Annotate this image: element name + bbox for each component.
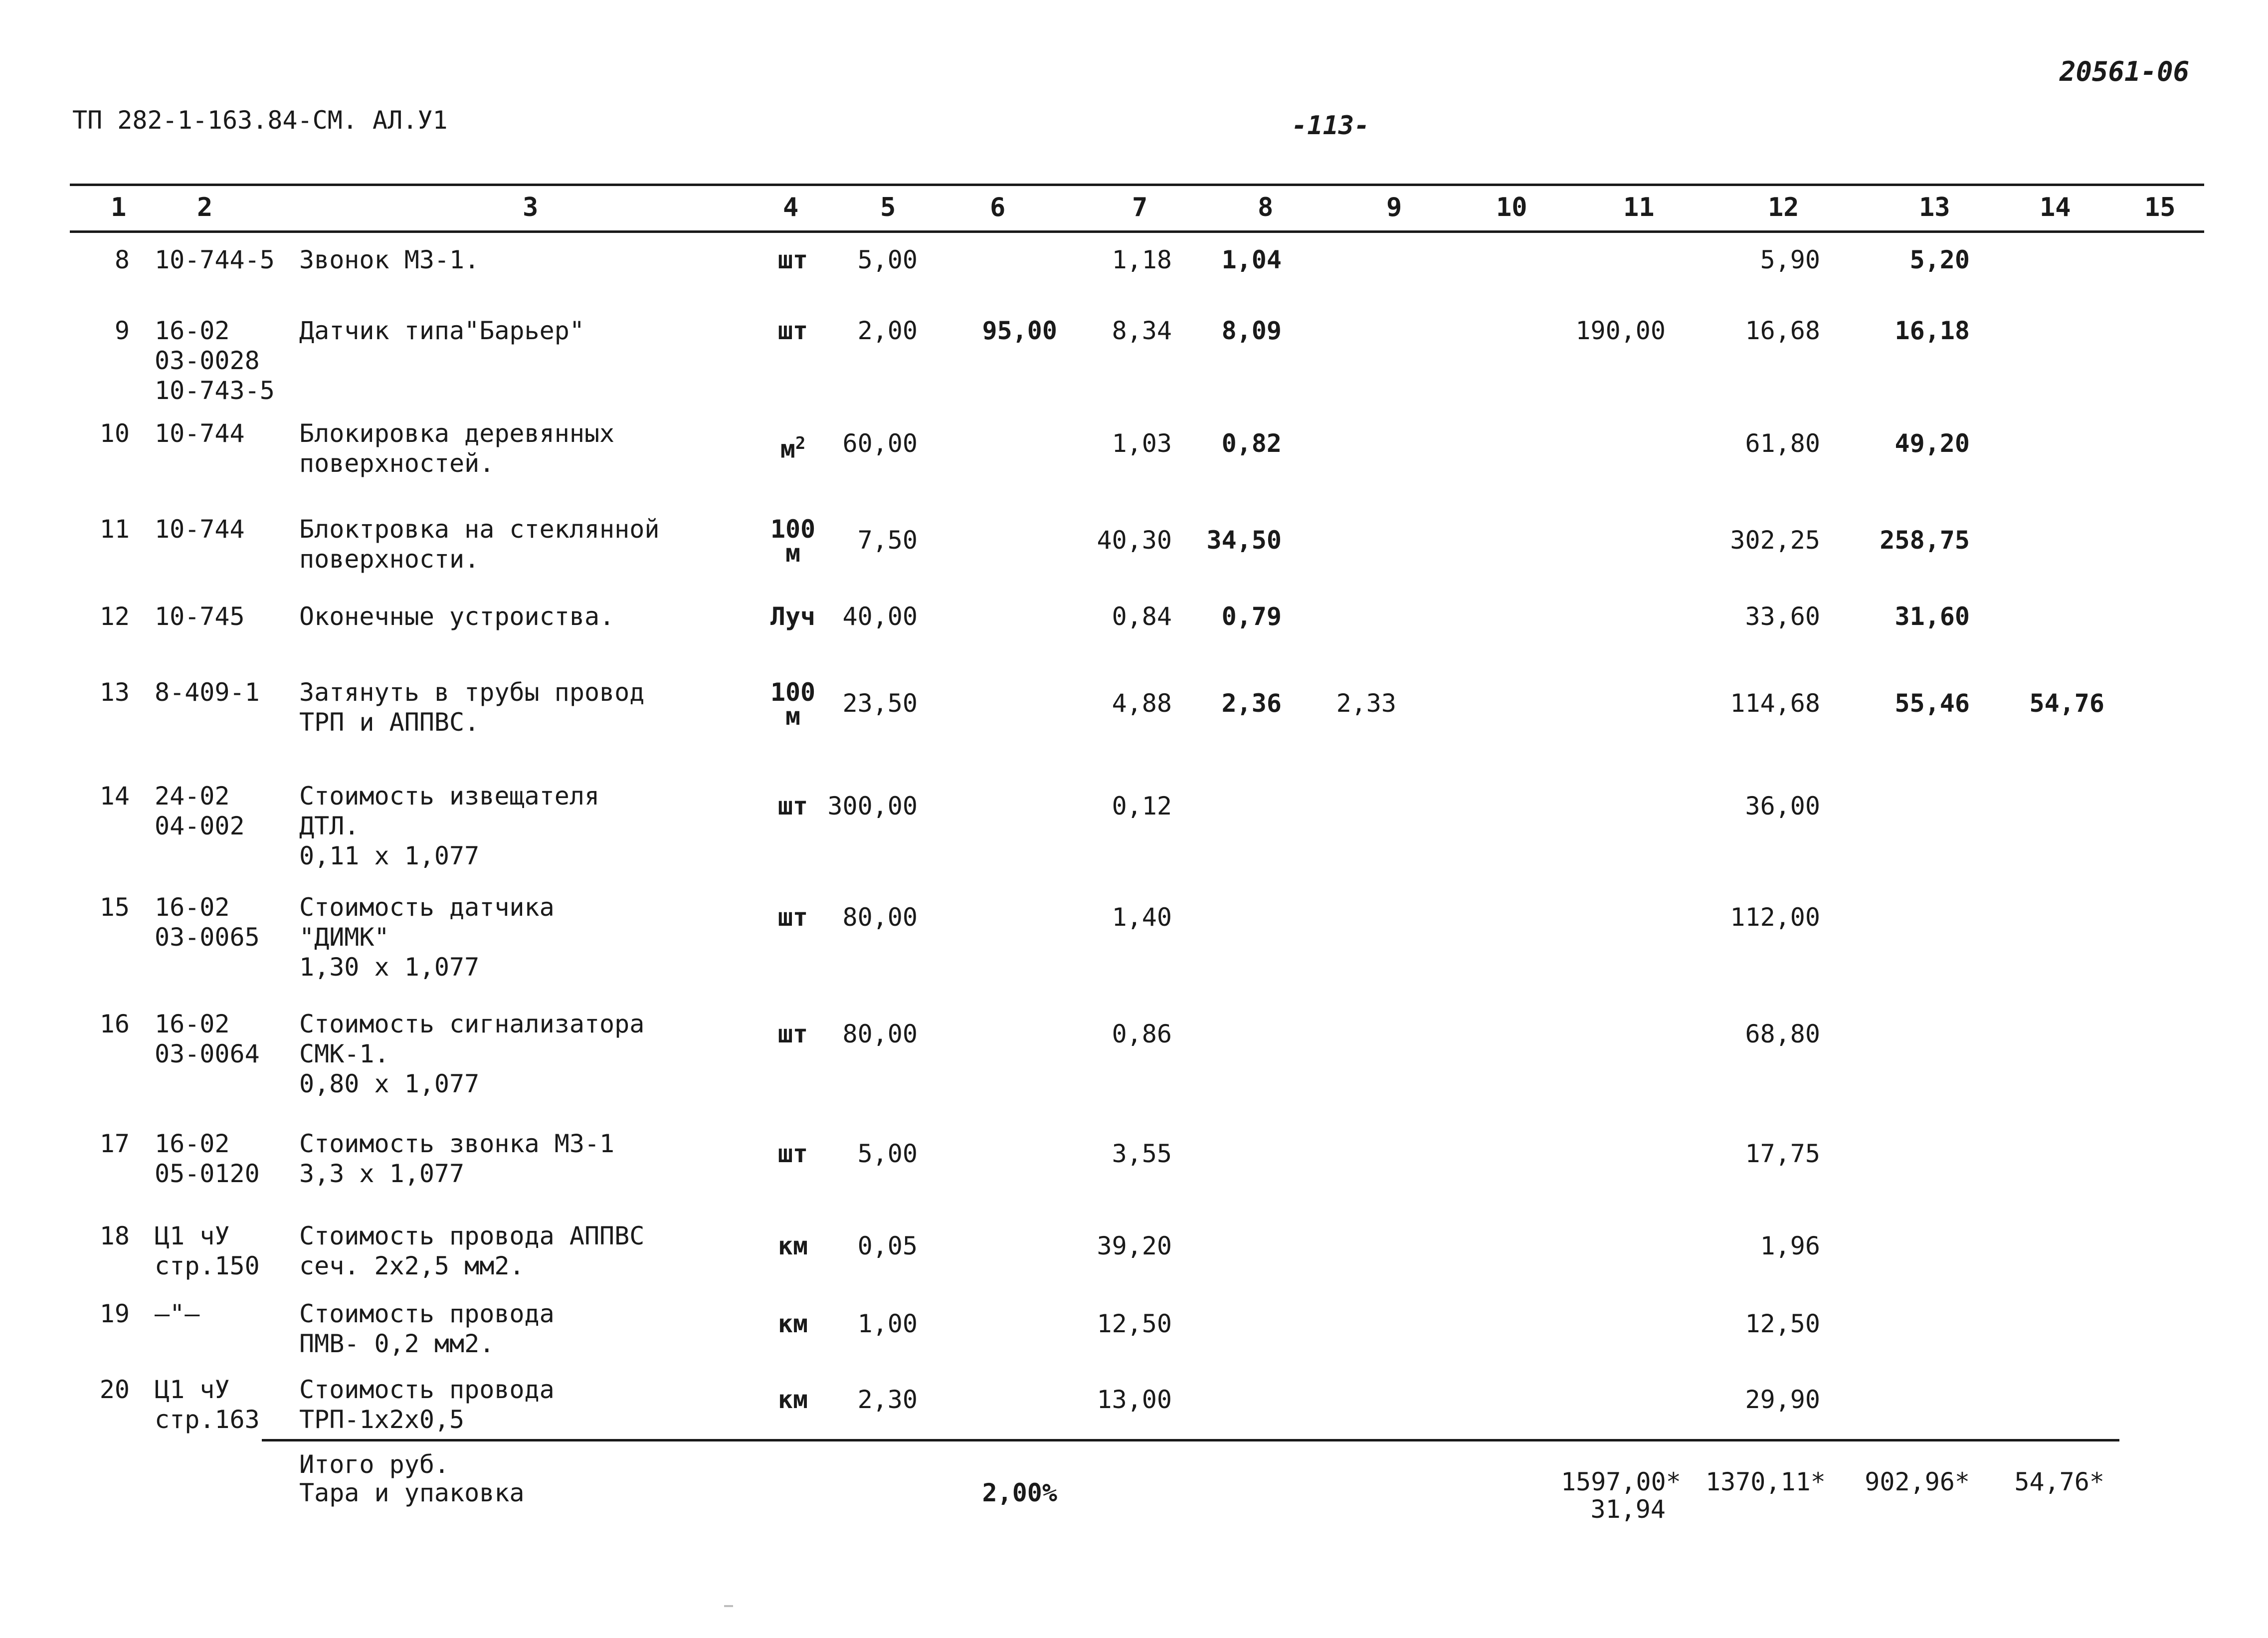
column-header-15: 15 xyxy=(2144,193,2176,222)
table-top-rule xyxy=(70,184,2204,186)
unit-label: шт xyxy=(777,316,808,345)
work-name-line: 3,3 х 1,077 xyxy=(299,1159,465,1188)
value-col-7: 1,18 xyxy=(1112,245,1172,274)
value-col-5: 0,05 xyxy=(857,1231,918,1260)
norm-code-line: 03-0065 xyxy=(155,923,260,952)
value-col-12: 36,00 xyxy=(1745,792,1820,820)
norm-code-line: Ц1 чУ xyxy=(155,1375,230,1404)
value-col-8: 8,09 xyxy=(1221,316,1282,345)
norm-code-line: 10-743-5 xyxy=(155,376,275,405)
value-col-6: 95,00 xyxy=(982,316,1057,345)
norm-code-line: 8-409-1 xyxy=(155,678,260,707)
work-name-line: 1,30 х 1,077 xyxy=(299,953,480,982)
work-name-line: Стоимость провода xyxy=(299,1299,555,1328)
column-header-12: 12 xyxy=(1768,193,1799,222)
value-col-7: 40,30 xyxy=(1097,526,1172,555)
value-col-12: 5,90 xyxy=(1760,245,1820,274)
value-col-5: 7,50 xyxy=(857,526,918,555)
value-col-12: 61,80 xyxy=(1745,429,1820,458)
column-header-2: 2 xyxy=(197,193,213,222)
value-col-7: 39,20 xyxy=(1097,1231,1172,1260)
value-col-7: 12,50 xyxy=(1097,1309,1172,1338)
column-header-3: 3 xyxy=(523,193,539,222)
norm-code-line: стр.150 xyxy=(155,1251,260,1280)
norm-code-line: 24-02 xyxy=(155,782,230,811)
value-col-8: 1,04 xyxy=(1221,245,1282,274)
totals-label: Итого руб. xyxy=(299,1450,450,1479)
column-header-13: 13 xyxy=(1919,193,1950,222)
unit-label: шт xyxy=(777,1139,808,1168)
value-col-12: 29,90 xyxy=(1745,1385,1820,1414)
value-col-5: 60,00 xyxy=(842,429,918,458)
value-col-5: 2,30 xyxy=(857,1385,918,1414)
value-col-7: 3,55 xyxy=(1112,1139,1172,1168)
column-header-6: 6 xyxy=(990,193,1006,222)
column-header-11: 11 xyxy=(1623,193,1655,222)
total-col-14: 54,76* xyxy=(2014,1467,2104,1496)
value-col-12: 12,50 xyxy=(1745,1309,1820,1338)
value-col-5: 5,00 xyxy=(857,245,918,274)
value-col-7: 0,84 xyxy=(1112,602,1172,631)
archive-stamp: 20561-06 xyxy=(2060,56,2190,87)
unit-label: 100 xyxy=(770,678,816,707)
norm-code-line: 16-02 xyxy=(155,316,230,345)
row-number: 11 xyxy=(99,515,130,544)
value-col-8: 34,50 xyxy=(1206,526,1282,555)
value-col-8: 0,79 xyxy=(1221,602,1282,631)
total-col-11: 1597,00* xyxy=(1561,1467,1681,1496)
unit-label: км xyxy=(777,1231,808,1260)
unit-label: Луч xyxy=(770,602,816,631)
work-name-line: поверхностей. xyxy=(299,449,495,478)
packaging-label: Тара и упаковка xyxy=(299,1478,525,1507)
row-number: 13 xyxy=(99,678,130,707)
value-col-5: 80,00 xyxy=(842,1020,918,1048)
value-col-12: 1,96 xyxy=(1760,1231,1820,1260)
column-header-4: 4 xyxy=(783,193,799,222)
value-col-13: 258,75 xyxy=(1880,526,1970,555)
page-number: -113- xyxy=(1292,111,1370,141)
value-col-5: 23,50 xyxy=(842,689,918,718)
column-header-7: 7 xyxy=(1132,193,1148,222)
value-col-7: 0,86 xyxy=(1112,1020,1172,1048)
packaging-col-11: 31,94 xyxy=(1590,1495,1666,1524)
unit-label: м xyxy=(780,434,795,464)
value-col-7: 4,88 xyxy=(1112,689,1172,718)
value-col-12: 114,68 xyxy=(1730,689,1820,718)
norm-code-line: 05-0120 xyxy=(155,1159,260,1188)
norm-code-line: 16-02 xyxy=(155,893,230,922)
value-col-5: 2,00 xyxy=(857,316,918,345)
value-col-9: 2,33 xyxy=(1336,689,1396,718)
row-number: 9 xyxy=(114,316,130,345)
work-name-line: 0,80 х 1,077 xyxy=(299,1069,480,1098)
norm-code-line: Ц1 чУ xyxy=(155,1222,230,1250)
row-number: 16 xyxy=(99,1010,130,1038)
work-name-line: 0,11 х 1,077 xyxy=(299,841,480,870)
work-name-line: Оконечные устроиства. xyxy=(299,602,615,631)
value-col-5: 80,00 xyxy=(842,903,918,932)
row-number: 15 xyxy=(99,893,130,922)
value-col-13: 31,60 xyxy=(1894,602,1970,631)
work-name-line: Стоимость провода АППВС xyxy=(299,1222,645,1250)
norm-code-line: стр.163 xyxy=(155,1405,260,1434)
work-name-line: Датчик типа"Барьер" xyxy=(299,316,584,345)
work-name-line: Блоктровка на стеклянной xyxy=(299,515,660,544)
unit-label: км xyxy=(777,1385,808,1414)
row-number: 20 xyxy=(99,1375,130,1404)
row-number: 17 xyxy=(99,1129,130,1158)
unit-label: 100 xyxy=(770,515,816,544)
totals-rule xyxy=(262,1439,2119,1441)
value-col-12: 68,80 xyxy=(1745,1020,1820,1048)
row-number: 10 xyxy=(99,419,130,448)
work-name-line: Звонок МЗ-1. xyxy=(299,245,480,274)
work-name-line: Блокировка деревянных xyxy=(299,419,615,448)
work-name-line: Стоимость звонка МЗ-1 xyxy=(299,1129,615,1158)
column-header-1: 1 xyxy=(111,193,127,222)
norm-code-line: —"— xyxy=(155,1299,200,1328)
value-col-13: 16,18 xyxy=(1894,316,1970,345)
row-number: 18 xyxy=(99,1222,130,1250)
value-col-5: 1,00 xyxy=(857,1309,918,1338)
work-name-line: ТРП и АППВС. xyxy=(299,708,480,737)
unit-label: шт xyxy=(777,903,808,932)
norm-code-line: 16-02 xyxy=(155,1010,230,1038)
value-col-5: 5,00 xyxy=(857,1139,918,1168)
work-name-line: сеч. 2х2,5 мм2. xyxy=(299,1251,525,1280)
work-name-line: ПМВ- 0,2 мм2. xyxy=(299,1329,495,1358)
norm-code-line: 10-744-5 xyxy=(155,245,275,274)
work-name-line: "ДИМК" xyxy=(299,923,389,952)
work-name-line: ТРП-1х2х0,5 xyxy=(299,1405,465,1434)
value-col-7: 1,03 xyxy=(1112,429,1172,458)
norm-code-line: 04-002 xyxy=(155,812,245,840)
value-col-7: 1,40 xyxy=(1112,903,1172,932)
packaging-percent: 2,00% xyxy=(982,1478,1057,1507)
value-col-12: 17,75 xyxy=(1745,1139,1820,1168)
total-col-13: 902,96* xyxy=(1865,1467,1970,1496)
work-name-line: Затянуть в трубы провод xyxy=(299,678,645,707)
work-name-line: СМК-1. xyxy=(299,1039,389,1068)
total-col-12: 1370,11* xyxy=(1705,1467,1826,1496)
unit-label: шт xyxy=(777,1020,808,1048)
work-name-line: Стоимость сигнализатора xyxy=(299,1010,645,1038)
row-number: 19 xyxy=(99,1299,130,1328)
unit-label-line2: м xyxy=(785,539,801,568)
column-header-10: 10 xyxy=(1496,193,1527,222)
row-number: 8 xyxy=(114,245,130,274)
norm-code-line: 10-745 xyxy=(155,602,245,631)
norm-code-line: 10-744 xyxy=(155,515,245,544)
column-header-14: 14 xyxy=(2040,193,2071,222)
unit-label-line2: м xyxy=(785,702,801,731)
norm-code-line: 16-02 xyxy=(155,1129,230,1158)
value-col-12: 112,00 xyxy=(1730,903,1820,932)
value-col-11: 190,00 xyxy=(1575,316,1666,345)
work-name-line: Стоимость провода xyxy=(299,1375,555,1404)
row-number: 14 xyxy=(99,782,130,811)
unit-superscript: 2 xyxy=(795,433,806,453)
value-col-7: 8,34 xyxy=(1112,316,1172,345)
header-bottom-rule xyxy=(70,230,2204,233)
value-col-5: 40,00 xyxy=(842,602,918,631)
scan-speck xyxy=(724,1605,733,1607)
value-col-12: 16,68 xyxy=(1745,316,1820,345)
value-col-12: 33,60 xyxy=(1745,602,1820,631)
value-col-7: 13,00 xyxy=(1097,1385,1172,1414)
row-number: 12 xyxy=(99,602,130,631)
value-col-7: 0,12 xyxy=(1112,792,1172,820)
value-col-13: 5,20 xyxy=(1909,245,1970,274)
column-header-9: 9 xyxy=(1386,193,1402,222)
unit-label: км xyxy=(777,1309,808,1338)
value-col-14: 54,76 xyxy=(2029,689,2104,718)
norm-code-line: 10-744 xyxy=(155,419,245,448)
value-col-8: 0,82 xyxy=(1221,429,1282,458)
value-col-13: 55,46 xyxy=(1894,689,1970,718)
document-code: ТП 282-1-163.84-СМ. АЛ.У1 xyxy=(72,106,448,135)
work-name-line: Стоимость датчика xyxy=(299,893,555,922)
value-col-5: 300,00 xyxy=(827,792,918,820)
value-col-12: 302,25 xyxy=(1730,526,1820,555)
value-col-8: 2,36 xyxy=(1221,689,1282,718)
norm-code-line: 03-0064 xyxy=(155,1039,260,1068)
norm-code-line: 03-0028 xyxy=(155,346,260,375)
value-col-13: 49,20 xyxy=(1894,429,1970,458)
work-name-line: поверхности. xyxy=(299,545,480,574)
work-name-line: Стоимость извещателя xyxy=(299,782,600,811)
column-header-5: 5 xyxy=(880,193,896,222)
unit-label: шт xyxy=(777,245,808,274)
unit-label: шт xyxy=(777,792,808,820)
work-name-line: ДТЛ. xyxy=(299,812,360,840)
column-header-8: 8 xyxy=(1258,193,1274,222)
